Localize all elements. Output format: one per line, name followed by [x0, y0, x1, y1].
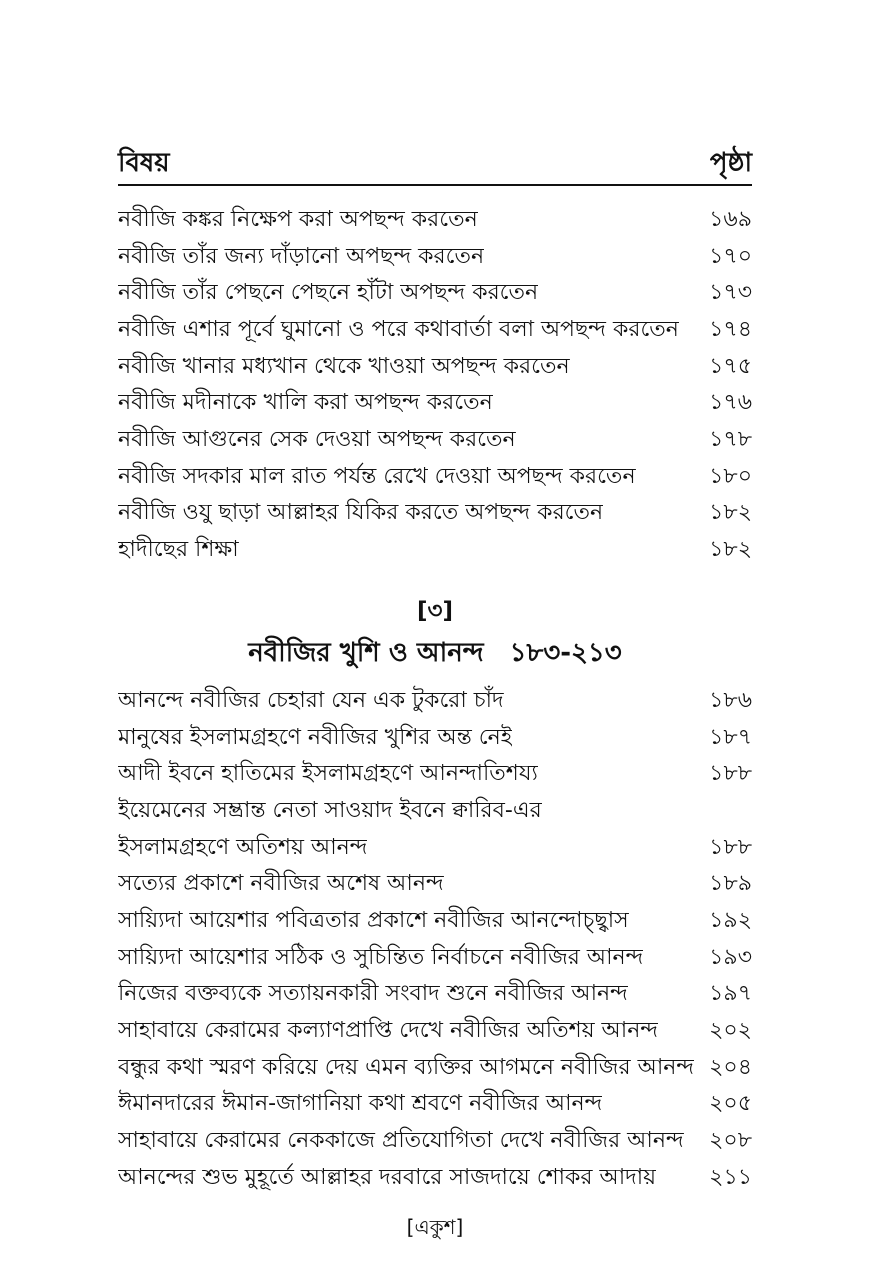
toc-entry — [118, 830, 752, 867]
page-column-label: পৃষ্ঠা — [709, 148, 752, 178]
toc-entry-page: ২০৮ — [709, 1128, 752, 1154]
toc-entry-page: ১৮০ — [709, 463, 752, 489]
toc-entry — [118, 385, 752, 422]
toc-entry-title: নবীজি কঙ্কর নিক্ষেপ করা অপছন্দ করতেন — [118, 206, 478, 232]
toc-entry-title: নবীজি মদীনাকে খালি করা অপছন্দ করতেন — [118, 390, 493, 416]
toc-entry-page: ১৭৫ — [709, 353, 752, 379]
toc-entry-title: বন্ধুর কথা স্মরণ করিয়ে দেয় এমন ব্যক্তির আগমনে নবীজির আনন্দ — [118, 1054, 695, 1080]
toc-entry-title: নবীজি এশার পূর্বে ঘুমানো ও পরে কথাবার্তা বলা অপছন্দ করতেন — [118, 316, 679, 342]
toc-entry-title: নবীজি তাঁর পেছনে পেছনে হাঁটা অপছন্দ করতেন — [118, 280, 539, 306]
toc-entry — [118, 275, 752, 312]
toc-section-2 — [118, 683, 752, 1197]
toc-entry-title: নিজের বক্তব্যকে সত্যায়নকারী সংবাদ শুনে নবীজির আনন্দ — [118, 981, 628, 1007]
toc-entry-title: আদী ইবনে হাতিমের ইসলামগ্রহণে আনন্দাতিশয্য — [118, 761, 538, 787]
toc-entry-title: সাহাবায়ে কেরামের নেককাজে প্রতিযোগিতা দেখে নবীজির আনন্দ — [118, 1128, 684, 1154]
toc-entry-title: নবীজি ওযু ছাড়া আল্লাহর যিকির করতে অপছন্দ করতেন — [118, 500, 604, 526]
toc-page — [118, 0, 752, 1265]
toc-entry — [118, 1087, 752, 1124]
toc-entry — [118, 202, 752, 239]
toc-entry-title: সায়্যিদা আয়েশার সঠিক ও সুচিন্তিত নির্বাচনে নবীজির আনন্দ — [118, 944, 644, 970]
toc-entry-title: ঈমানদারের ঈমান-জাগানিয়া কথা শ্রবণে নবীজির আনন্দ — [118, 1091, 603, 1117]
toc-entry-page: ১৭৬ — [709, 390, 752, 416]
toc-entry-page: ২০২ — [709, 1018, 752, 1044]
toc-entry — [118, 1160, 752, 1197]
toc-entry-page: ১৮৯ — [709, 871, 752, 897]
toc-entry-page: ১৮৮ — [709, 761, 752, 787]
chapter-page-range: ১৮৩-২১৩ — [509, 638, 622, 668]
toc-entry-page: ১৮২ — [709, 537, 752, 563]
toc-entry — [118, 866, 752, 903]
toc-entry-page: ১৮২ — [709, 500, 752, 526]
toc-entry-page: ১৮৮ — [709, 834, 752, 860]
chapter-title: নবীজির খুশি ও আনন্দ — [248, 638, 484, 668]
toc-entry — [118, 459, 752, 496]
toc-entry — [118, 239, 752, 276]
toc-entry-page: ১৯২ — [709, 907, 752, 933]
toc-entry — [118, 422, 752, 459]
toc-header — [118, 142, 752, 186]
toc-entry-page: ২১১ — [709, 1164, 752, 1190]
toc-entry-page: ১৮৬ — [709, 687, 752, 713]
toc-entry — [118, 349, 752, 386]
page-number-footer: [একুশ] — [406, 1215, 464, 1239]
toc-entry-page: ২০৪ — [709, 1054, 752, 1080]
chapter-number: [৩] — [417, 598, 453, 624]
toc-entry-title: আনন্দে নবীজির চেহারা যেন এক টুকরো চাঁদ — [118, 687, 504, 713]
toc-section-1 — [118, 202, 752, 569]
toc-entry — [118, 683, 752, 720]
toc-entry — [118, 496, 752, 533]
subject-column-label: বিষয় — [118, 148, 170, 178]
toc-entry-page: ১৭৮ — [709, 426, 752, 452]
toc-entry — [118, 977, 752, 1014]
toc-entry-page: ১৭৩ — [709, 280, 752, 306]
toc-entry-title: সত্যের প্রকাশে নবীজির অশেষ আনন্দ — [118, 871, 444, 897]
toc-entry — [118, 793, 752, 830]
toc-entry-title: নবীজি তাঁর জন্য দাঁড়ানো অপছন্দ করতেন — [118, 243, 485, 269]
toc-entry-page: ১৬৯ — [709, 206, 752, 232]
chapter-heading — [118, 632, 752, 676]
toc-entry-page: ১৯৭ — [709, 981, 752, 1007]
toc-entry-page: ১৭৪ — [709, 316, 752, 342]
toc-entry-title: নবীজি আগুনের সেক দেওয়া অপছন্দ করতেন — [118, 426, 516, 452]
toc-entry — [118, 1050, 752, 1087]
toc-entry-title: সায়্যিদা আয়েশার পবিত্রতার প্রকাশে নবীজির আনন্দোচ্ছ্বাস — [118, 907, 629, 933]
toc-entry-page: ১৮৭ — [709, 724, 752, 750]
toc-entry-title: হাদীছের শিক্ষা — [118, 537, 239, 563]
toc-entry-title: ইয়েমেনের সম্ভ্রান্ত নেতা সাওয়াদ ইবনে ক্বারিব-এর — [118, 797, 542, 823]
toc-entry-page: ২০৫ — [709, 1091, 752, 1117]
toc-entry-title: মানুষের ইসলামগ্রহণে নবীজির খুশির অন্ত নেই — [118, 724, 513, 750]
toc-entry-page: ১৭০ — [709, 243, 752, 269]
toc-entry — [118, 720, 752, 757]
toc-entry-title: আনন্দের শুভ মুহূর্তে আল্লাহর দরবারে সাজদায়ে শোকর আদায় — [118, 1164, 657, 1190]
toc-entry-title: নবীজি খানার মধ্যখান থেকে খাওয়া অপছন্দ করতেন — [118, 353, 570, 379]
toc-entry-title: নবীজি সদকার মাল রাত পর্যন্ত রেখে দেওয়া অপছন্দ করতেন — [118, 463, 636, 489]
toc-entry — [118, 756, 752, 793]
toc-entry — [118, 903, 752, 940]
toc-entry-title: সাহাবায়ে কেরামের কল্যাণপ্রাপ্তি দেখে নবীজির অতিশয় আনন্দ — [118, 1018, 659, 1044]
toc-entry-title: ইসলামগ্রহণে অতিশয় আনন্দ — [118, 834, 368, 860]
toc-entry — [118, 312, 752, 349]
toc-entry — [118, 1123, 752, 1160]
toc-entry — [118, 940, 752, 977]
toc-entry-page: ১৯৩ — [709, 944, 752, 970]
toc-entry — [118, 1013, 752, 1050]
toc-entry — [118, 532, 752, 569]
